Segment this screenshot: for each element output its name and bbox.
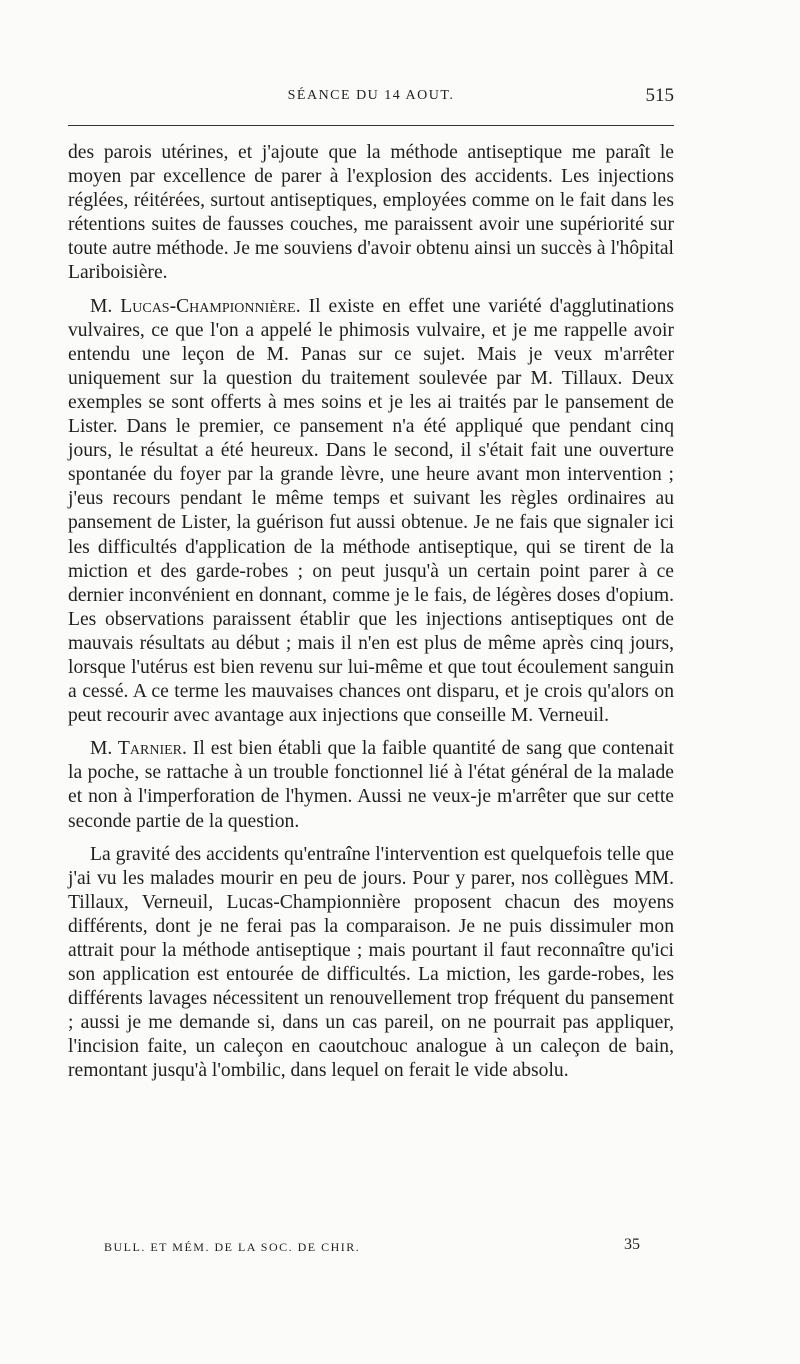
speaker-name: M. Tarnier. — [90, 738, 187, 760]
paragraph-tarnier-continued — [68, 843, 674, 1084]
paragraph-tarnier — [68, 737, 674, 833]
running-header — [68, 85, 674, 114]
paragraph-continuation — [68, 141, 674, 286]
paragraph-text: Il existe en effet une variété d'agglutinations vulvaires, ce que l'on a appelé le phimosis vulvaire, et je me rappelle avoir entendu une leçon de M. Panas sur ce sujet. Mais je veux m'arrêter uniquement sur la question du traitement soulevée par M. Tillaux. Deux exemples se sont offerts à mes soins et je les ai traités par le pansement de Lister. Dans le premier, ce pansement n'a été appliqué que pendant cinq jours, le résultat a été heureux. Dans le second, il s'était fait une ouverture spontanée du foyer par la grande lèvre, une heure avant mon intervention ; j'eus recours pendant le même temps et suivant les règles ordinaires au pansement de Lister, la guérison fut aussi obtenue. Je ne fais que signaler ici les difficultés d'application de la méthode antiseptique, qui se tirent de la miction et des garde-robes ; on peut jusqu'à un certain point parer à ce dernier inconvénient en donnant, comme je le fais, de légères doses d'opium. Les observations paraissent établir que les injections antiseptiques ont de mauvais résultats au début ; mais il n'en est plus de même après cinq jours, lorsque l'utérus est bien revenu sur lui-même et que tout écoulement sanguin a cessé. A ce terme les mauvaises chances ont disparu, et je crois qu'alors on peut recourir avec avantage aux injections que conseille M. Verneuil. — [68, 295, 674, 727]
paragraph-text: La gravité des accidents qu'entraîne l'intervention est quelquefois telle que j'ai vu les malades mourir en peu de jours. Pour y parer, nos collègues MM. Tillaux, Verneuil, Lucas-Championnière proposent chacun des moyens différents, dont je ne ferai pas la comparaison. Je ne puis dissimuler mon attrait pour la méthode antiseptique ; mais pourtant il faut reconnaître qu'ici son application est entourée de difficultés. La miction, les garde-robes, les différents lavages nécessitent un renouvellement trop fréquent du pansement ; aussi je me demande si, dans un cas pareil, on ne pourrait pas appliquer, l'incision faite, un caleçon en caoutchouc analogue à un caleçon de bain, remontant jusqu'à l'ombilic, dans lequel on ferait le vide absolu. — [68, 843, 674, 1082]
header-title: SÉANCE DU 14 AOUT. — [287, 88, 455, 103]
footer — [104, 1236, 640, 1255]
paragraph-text: des parois utérines, et j'ajoute que la méthode antiseptique me paraît le moyen par excellence de parer à l'explosion des accidents. Les injections réglées, réitérées, surtout antiseptiques, employées comme on le fait dans les rétentions suites de fausses couches, me paraissent avoir une supériorité sur toute autre méthode. Je me souviens d'avoir obtenu ainsi un succès à l'hôpital Lariboisière. — [68, 142, 674, 284]
paragraph-lucas-championniere — [68, 295, 674, 729]
header-rule — [68, 125, 674, 126]
speaker-name: M. Lucas-Championnière. — [90, 295, 301, 317]
paragraph-text: Il est bien établi que la faible quantité de sang que contenait la poche, se rattache à un trouble fonctionnel lié à l'état général de la malade et non à l'imperforation de l'hymen. Aussi ne veux-je m'arrêter que sur cette seconde partie de la question. — [68, 738, 674, 832]
footer-journal: BULL. ET MÉM. DE LA SOC. DE CHIR. — [104, 1240, 361, 1254]
signature-mark: 35 — [624, 1236, 640, 1253]
page-number: 515 — [645, 85, 674, 106]
body-text — [68, 141, 674, 1093]
